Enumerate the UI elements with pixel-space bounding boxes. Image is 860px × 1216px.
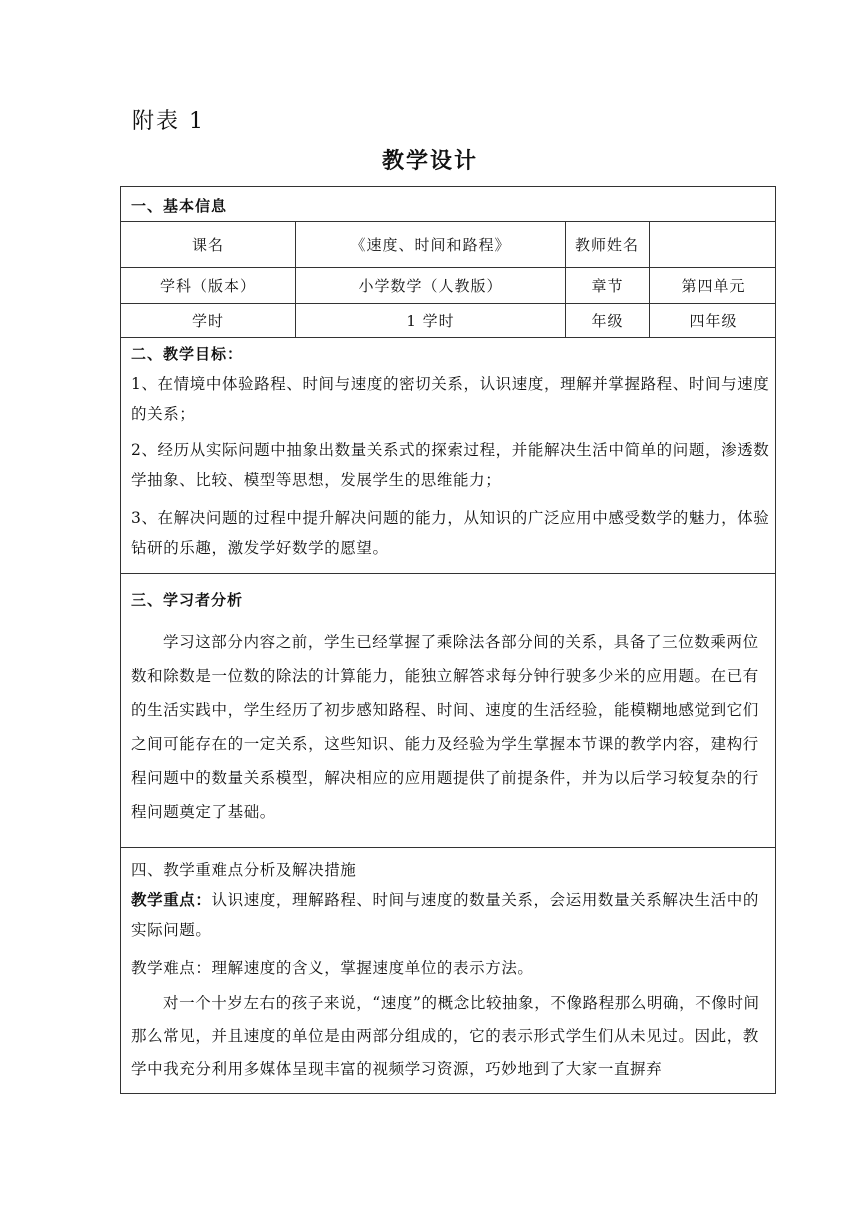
value-course-name: 《速度、时间和路程》 [350, 235, 511, 254]
difficulty-explanation-text: 对一个十岁左右的孩子来说，“速度”的概念比较抽象，不像路程那么明确，不像时间那么常见，并且速度的单位是由两部分组成的，它的表示形式学生们从未见过。因此，教学中我充分利用多媒体呈现丰富的视频学习资源，巧妙地到了大家一直摒弃 [131, 994, 760, 1078]
objective-item-2: 2、经历从实际问题中抽象出数量关系式的探索过程，并能解决生活中简单的问题，渗透数学抽象、比较、模型等思想，发展学生的思维能力； [131, 441, 770, 489]
key-point-text: 认识速度，理解路程、时间与速度的数量关系，会运用数量关系解决生活中的实际问题。 [131, 891, 759, 939]
section-heading-basic-info: 一、基本信息 [131, 197, 228, 215]
difficulty-label: 教学难点： [131, 959, 212, 977]
row-divider [121, 337, 775, 338]
label-subject: 学科（版本） [159, 276, 256, 295]
section-heading-key-points: 四、教学重难点分析及解决措施 [131, 861, 357, 879]
label-teacher-name: 教师姓名 [574, 235, 639, 254]
objective-item-3: 3、在解决问题的过程中提升解决问题的能力，从知识的广泛应用中感受数学的魅力，体验钻研的乐趣，激发学好数学的愿望。 [131, 509, 770, 557]
label-chapter: 章节 [591, 276, 624, 295]
difficulty-paragraph [131, 953, 771, 983]
document-title: 教学设计 [381, 149, 478, 174]
label-grade: 年级 [591, 311, 624, 330]
value-chapter: 第四单元 [681, 276, 746, 295]
value-class-hours: 1 学时 [406, 311, 455, 330]
key-point-paragraph [131, 885, 771, 945]
row-divider [121, 573, 775, 574]
learner-analysis-text: 学习这部分内容之前，学生已经掌握了乘除法各部分间的关系，具备了三位数乘两位数和除数是一位数的除法的计算能力，能独立解答求每分钟行驶多少米的应用题。在已有的生活实践中，学生经历了初步感知路程、时间、速度的生活经验，能模糊地感觉到它们之间可能存在的一定关系，这些知识、能力及经验为学生掌握本节课的教学内容，建构行程问题中的数量关系模型，解决相应的应用题提供了前提条件，并为以后学习较复杂的行程问题奠定了基础。 [131, 633, 759, 821]
label-class-hours: 学时 [191, 311, 224, 330]
value-teacher-name [650, 222, 776, 267]
label-course-name: 课名 [191, 235, 224, 254]
section-heading-learner-analysis: 三、学习者分析 [131, 591, 244, 609]
row-divider [121, 847, 775, 848]
difficulty-text: 理解速度的含义，掌握速度单位的表示方法。 [211, 959, 534, 977]
value-subject: 小学数学（人教版） [358, 276, 503, 295]
value-grade: 四年级 [689, 311, 738, 330]
design-table [120, 186, 776, 1094]
section-heading-objectives: 二、教学目标： [131, 345, 244, 363]
key-point-label: 教学重点： [131, 891, 212, 909]
objective-item-1: 1、在情境中体验路程、时间与速度的密切关系，认识速度，理解并掌握路程、时间与速度的关系； [131, 375, 770, 423]
attachment-label: 附表 1 [132, 109, 205, 134]
